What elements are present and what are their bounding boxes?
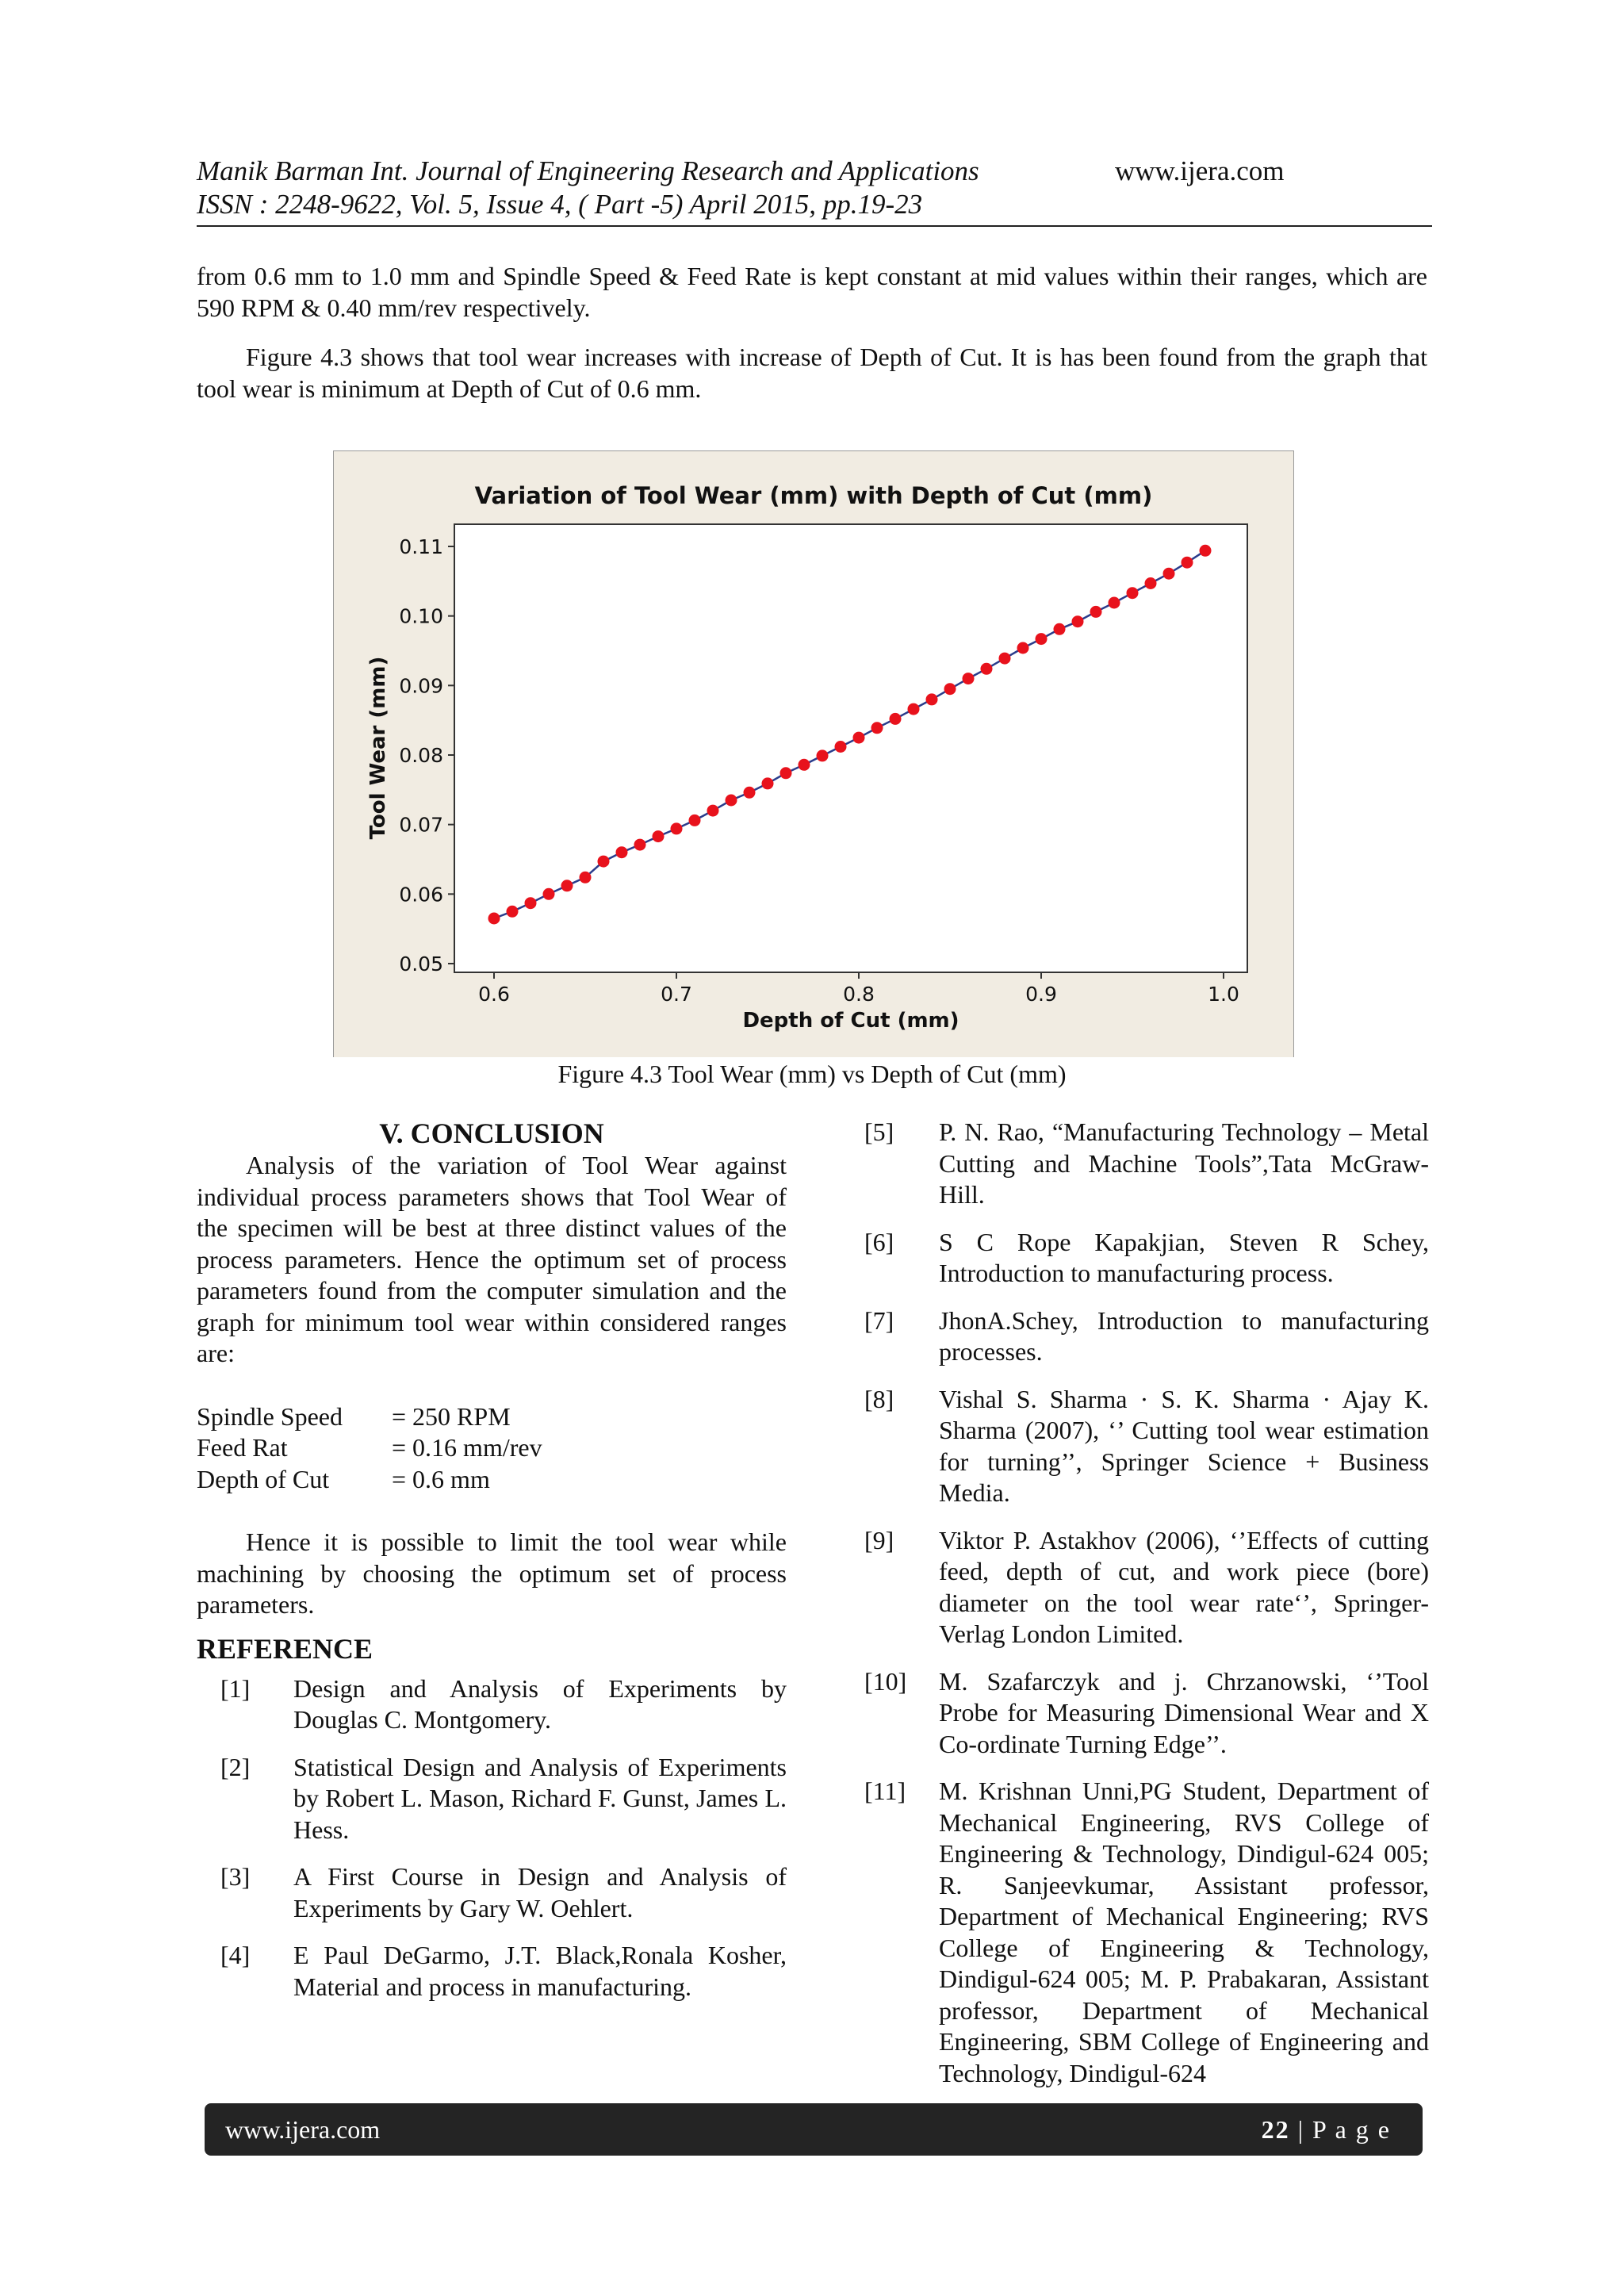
data-point [616, 846, 628, 858]
data-point [817, 749, 829, 761]
reference-text: Viktor P. Astakhov (2006), ‘’Effects of cutting feed, depth of cut, and work piece (bore) diameter on the tool wear rate‘’, Springer-Verlag London Limited. [939, 1525, 1429, 1648]
reference-number: [9] [864, 1525, 894, 1554]
data-point [653, 830, 665, 842]
data-point [1109, 597, 1120, 609]
journal-title-line: Manik Barman Int. Journal of Engineering Research and Applications [197, 155, 979, 186]
data-point [926, 693, 938, 705]
data-point [799, 759, 810, 771]
x-tick-label: 0.7 [661, 983, 692, 1006]
reference-item [864, 1227, 1429, 1290]
conclusion-heading: V. CONCLUSION [379, 1117, 604, 1149]
data-point [525, 897, 537, 909]
x-tick-label: 0.6 [478, 983, 510, 1006]
reference-number: [4] [220, 1941, 251, 1969]
chart-canvas [334, 451, 1293, 1057]
data-point [488, 913, 500, 925]
data-point [981, 663, 993, 675]
reference-number: [7] [864, 1305, 894, 1335]
data-point [762, 777, 774, 789]
data-point [707, 805, 719, 817]
reference-text: S C Rope Kapakjian, Steven R Schey, Introduction to manufacturing process. [939, 1227, 1429, 1287]
data-point [671, 822, 683, 834]
data-point [543, 888, 555, 900]
data-point [744, 787, 756, 799]
data-point [1017, 642, 1029, 654]
data-point [1163, 568, 1175, 580]
reference-item [197, 1940, 787, 2003]
reference-text: Vishal S. Sharma · S. K. Sharma · Ajay K. Sharma (2007), ‘’ Cutting tool wear estimation for turning’’, Springer Science + Business Media. [939, 1384, 1429, 1507]
page-number [1262, 2114, 1391, 2145]
reference-text: Design and Analysis of Experiments by Douglas C. Montgomery. [293, 1673, 787, 1734]
param-row [197, 1401, 787, 1433]
data-point [871, 722, 883, 734]
data-point [598, 856, 610, 868]
param-value: = 0.6 mm [392, 1464, 490, 1493]
data-point [780, 767, 792, 779]
reference-number: [2] [220, 1752, 251, 1781]
data-point [890, 713, 902, 725]
x-tick-label: 0.9 [1025, 983, 1057, 1006]
param-value: = 0.16 mm/rev [392, 1433, 542, 1462]
reference-number: [10] [864, 1666, 907, 1696]
reference-item [864, 1525, 1429, 1650]
data-point [1072, 615, 1084, 627]
data-point [1054, 623, 1066, 635]
reference-number: [1] [220, 1673, 251, 1703]
y-tick-label: 0.05 [399, 953, 443, 976]
y-tick-label: 0.11 [399, 535, 443, 558]
data-point [561, 880, 573, 891]
reference-text: Statistical Design and Analysis of Experiments by Robert L. Mason, Richard F. Gunst, James L. Hess. [293, 1752, 787, 1844]
header-rule [197, 225, 1432, 227]
journal-url: www.ijera.com [1115, 155, 1285, 186]
reference-number: [8] [864, 1384, 894, 1413]
data-point [1200, 545, 1212, 557]
reference-item [197, 1752, 787, 1846]
data-point [634, 839, 646, 851]
data-point [726, 795, 737, 807]
page-number-value: 22 [1261, 2115, 1290, 2144]
page-footer [205, 2103, 1423, 2156]
reference-text: M. Szafarczyk and j. Chrzanowski, ‘’Tool Probe for Measuring Dimensional Wear and X Co-ordinate Turning Edge’’. [939, 1666, 1429, 1758]
references-heading: REFERENCE [197, 1632, 373, 1665]
y-tick-label: 0.07 [399, 813, 443, 837]
data-point [1182, 557, 1193, 569]
conclusion-paragraph-1: Analysis of the variation of Tool Wear against individual process parameters shows that Tool Wear of the specimen will be best at three distinct values of the process parameters. Hence the optimum set of process parameters found from the computer simulation and the graph for minimum tool wear within considered ranges are: [197, 1151, 787, 1367]
reference-item [197, 1861, 787, 1924]
footer-url: www.ijera.com [225, 2115, 381, 2144]
issn-line: ISSN : 2248-9622, Vol. 5, Issue 4, ( Part -5) April 2015, pp.19-23 [197, 189, 923, 220]
reference-item [864, 1117, 1429, 1211]
y-tick-label: 0.10 [399, 604, 443, 628]
y-tick-label: 0.06 [399, 883, 443, 907]
data-point [944, 683, 956, 695]
x-axis-label: Depth of Cut (mm) [742, 1009, 959, 1033]
data-point [1145, 577, 1157, 589]
figure-caption: Figure 4.3 Tool Wear (mm) vs Depth of Cut (mm) [557, 1060, 1067, 1088]
page-label: | P a g e [1289, 2115, 1391, 2144]
param-row [197, 1432, 787, 1464]
reference-number: [11] [864, 1777, 906, 1805]
param-value: = 250 RPM [392, 1401, 511, 1431]
figure-4-3-chart [333, 450, 1294, 1057]
param-key: Depth of Cut [197, 1464, 330, 1493]
reference-number: [6] [864, 1227, 894, 1256]
reference-number: [3] [220, 1862, 251, 1891]
data-point [580, 872, 592, 884]
reference-item [864, 1305, 1429, 1368]
data-point [999, 653, 1011, 665]
data-point [1127, 587, 1139, 599]
x-tick-label: 0.8 [843, 983, 875, 1006]
data-point [835, 741, 847, 753]
right-column [864, 1117, 1429, 2105]
left-column [197, 1117, 787, 2018]
reference-item [864, 1384, 1429, 1509]
data-point [853, 732, 865, 744]
data-point [908, 703, 920, 715]
reference-number: [5] [864, 1117, 894, 1146]
reference-text: M. Krishnan Unni,PG Student, Department of Mechanical Engineering, RVS College of Engineering & Technology, Dindigul-624 005; R. Sanjeevkumar, Assistant professor, Department of Mechanical Engineering; RVS College of Engineering & Technology, Dindigul-624 005; M. P. Prabakaran, Assistant professor, Department of Mechanical Engineering, SBM College of Engineering and Technology, Dindigul-624 [939, 1777, 1429, 2087]
conclusion-paragraph-2: Hence it is possible to limit the tool wear while machining by choosing the optimum set of process parameters. [197, 1527, 787, 1619]
reference-text: JhonA.Schey, Introduction to manufacturing processes. [939, 1305, 1429, 1366]
reference-text: A First Course in Design and Analysis of Experiments by Gary W. Oehlert. [293, 1862, 787, 1922]
y-tick-label: 0.08 [399, 744, 443, 767]
reference-text: E Paul DeGarmo, J.T. Black,Ronala Kosher, Material and process in manufacturing. [293, 1941, 787, 2001]
x-tick-label: 1.0 [1208, 983, 1239, 1006]
reference-item [864, 1776, 1429, 2089]
data-point [689, 815, 701, 826]
reference-text: P. N. Rao, “Manufacturing Technology – Metal Cutting and Machine Tools”,Tata McGraw- Hill. [939, 1117, 1429, 1209]
param-key: Spindle Speed [197, 1401, 343, 1431]
intro-paragraph-1: from 0.6 mm to 1.0 mm and Spindle Speed & Feed Rate is kept constant at mid values within their ranges, which are 590 RPM & 0.40 mm/rev respectively. [197, 262, 1427, 322]
reference-item [197, 1673, 787, 1736]
data-point [1036, 633, 1048, 645]
data-point [1090, 606, 1102, 618]
param-row [197, 1464, 787, 1496]
param-key: Feed Rat [197, 1433, 288, 1462]
data-point [963, 673, 975, 684]
intro-paragraph-2: Figure 4.3 shows that tool wear increases with increase of Depth of Cut. It is has been found from the graph that tool wear is minimum at Depth of Cut of 0.6 mm. [197, 343, 1427, 403]
chart-title: Variation of Tool Wear (mm) with Depth of Cut (mm) [474, 482, 1153, 509]
y-axis-label: Tool Wear (mm) [366, 656, 390, 840]
y-tick-label: 0.09 [399, 674, 443, 698]
reference-item [864, 1666, 1429, 1761]
data-point [507, 906, 519, 918]
optimum-parameters [197, 1401, 787, 1496]
